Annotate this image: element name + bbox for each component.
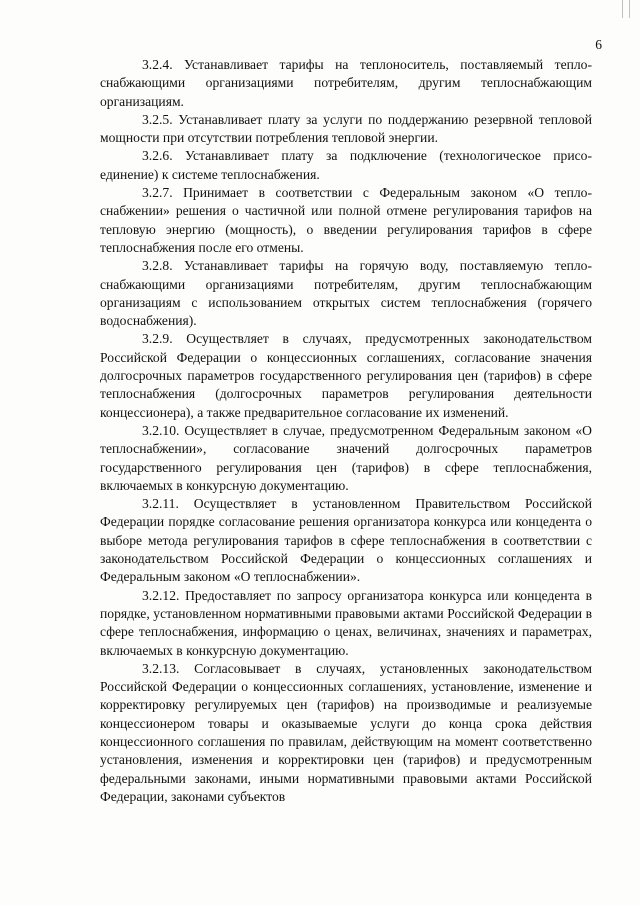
page-number: 6 (595, 37, 602, 52)
paragraph-3-2-7: 3.2.7. Принимает в соответствии с Федеральным законом «О теплоснабжении» решения о частичной или полной отмене регулирования тарифов на тепловую энергию (мощность), о введении регулирования тарифов в сфере теплоснабжения после его отмены. (100, 185, 592, 255)
paragraph-3-2-4: 3.2.4. Устанавливает тарифы на теплоноситель, поставляемый теплоснабжающими организациями потребителям, другим теплоснабжающим организациям. (100, 57, 592, 109)
paragraph-3-2-10: 3.2.10. Осуществляет в случае, предусмотренном Федеральным законом «О теплоснабжении», согласование значений долгосрочных параметров государственного регулирования цен (тарифов) в сфере теплоснабжения, включаемых в конкурсную документацию. (100, 422, 592, 493)
paragraph-3-2-13: 3.2.13. Согласовывает в случаях, установленных законодательством Российской Федерации о концессионных соглашениях, установление, изменение и корректировку регулируемых цен (тарифов) на производимые и реализуемые концессионером товары и оказываемые услуги до конца срока действия концессионного соглашения по правилам, действующим на момент соответственно установления, изменения и корректировки цен (тарифов) и предусмотренным федеральными законами, иными нормативными правовыми актами Российской Федерации, законами субъектов (100, 660, 592, 804)
paragraph-3-2-5: 3.2.5. Устанавливает плату за услуги по поддержанию резервной тепловой мощности при отсутствии потребления тепловой энергии. (100, 111, 592, 146)
paragraph-3-2-9: 3.2.9. Осуществляет в случаях, предусмотренных законодательством Российской Федерации о концессионных соглашениях, согласование значения долгосрочных параметров государственного регулирования цен (тарифов) в сфере теплоснабжения (долгосрочных параметров регулирования деятельности концессионера), а также предварительное согласование их изменений. (100, 331, 592, 420)
paragraph-3-2-12: 3.2.12. Предоставляет по запросу организатора конкурса или концедента в порядке, установленном нормативными правовыми актами Российской Федерации в сфере теплоснабжения, информацию о ценах, величинах, значениях и параметрах, включаемых в конкурсную документацию. (100, 587, 592, 658)
paragraph-3-2-11: 3.2.11. Осуществляет в установленном Правительством Российской Федерации порядке согласование решения организатора конкурса или концедента о выборе метода регулирования тарифов в сфере теплоснабжения в соответствии с законодательством Российской Федерации о концессионных соглашениях и Федеральным законом «О теплоснабжении». (100, 496, 592, 585)
paragraph-3-2-6: 3.2.6. Устанавливает плату за подключение (технологическое присоединение) к системе теплоснабжения. (100, 148, 592, 182)
scan-edge-mark (622, 0, 630, 18)
paragraph-3-2-8: 3.2.8. Устанавливает тарифы на горячую воду, поставляемую теплоснабжающими организациями потребителям, другим теплоснабжающим организациям с использованием открытых систем теплоснабжения (горячего водоснабжения). (100, 258, 592, 329)
document-body (100, 56, 592, 806)
